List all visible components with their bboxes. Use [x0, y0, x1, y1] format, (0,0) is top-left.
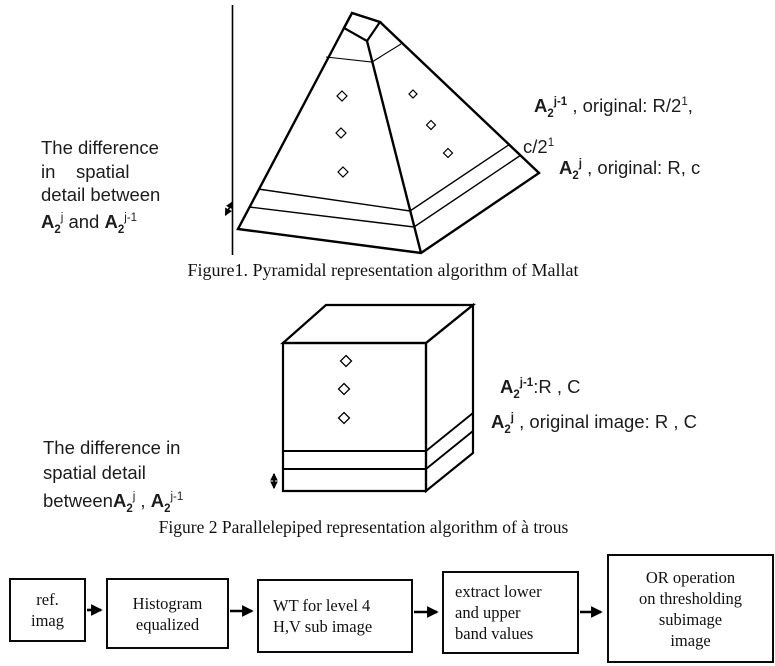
fig1-side-line: detail between: [41, 184, 161, 205]
cube-side-band-lines: [426, 413, 473, 469]
fig2-caption: Figure 2 Parallelepiped representation algorithm of à trous: [158, 517, 569, 537]
box-line: and upper: [455, 603, 521, 622]
fig2-side-line: The difference in: [43, 437, 181, 458]
flowchart-box-wt-level4: [257, 579, 413, 653]
figure2-cube-diagram: [274, 305, 473, 491]
box-line: imag: [31, 611, 64, 630]
cube-top-face: [283, 305, 473, 343]
box-line: on thresholding: [638, 588, 743, 608]
fig1-lower-right-label: $A_2^j$ , original: R, c: [559, 157, 701, 182]
box-line: WT for level 4: [273, 596, 371, 615]
fig1-side-formula: $A_2^j$ and $A_2^{j-1}$: [41, 210, 138, 236]
pyramid-outline: [238, 13, 539, 253]
fig1-caption: Figure1. Pyramidal representation algorithm of Mallat: [187, 260, 579, 280]
fig2-upper-right-label: $A_2^{j-1}:R$ , C: [500, 376, 581, 401]
diamond-marker: [341, 356, 352, 367]
box-line: subimage: [658, 609, 723, 629]
difference-gap-arrow-icon: [226, 202, 233, 215]
fig1-side-line: The difference: [41, 137, 159, 158]
fig2-side-label: [43, 436, 183, 522]
diamond-marker: [339, 413, 350, 424]
flowchart-box-ref-imag: [9, 578, 86, 642]
fig2-side-formula: betweenA$_2^j$ , $A_2^{j-1}$: [43, 490, 184, 515]
box-line: equalized: [135, 614, 200, 634]
fig2-lower-right-label: $A_2^j$ , original image: R , C: [491, 411, 697, 436]
box-line: OR operation: [645, 567, 736, 587]
fig1-upper-right-label: [523, 88, 693, 161]
fig1-upper-right-line1: $A_2^{j-1}$ , original: $R/2^1$,: [534, 95, 693, 120]
fig1-side-line: in spatial: [41, 160, 130, 182]
fig1-side-label: [41, 136, 160, 242]
box-line: Histogram: [132, 593, 203, 613]
box-line: H,V sub image: [273, 617, 373, 636]
box-line: ref.: [36, 590, 59, 609]
box-line: image: [670, 630, 711, 650]
fig2-side-line: spatial detail: [43, 461, 146, 483]
box-line: band values: [455, 624, 534, 643]
flowchart-box-extract-bands: [442, 571, 579, 654]
cube-front-band-lines: [283, 451, 426, 469]
flowchart-box-histogram-equalized: [106, 578, 229, 649]
fig1-upper-right-line2: $c/2^1$: [523, 136, 555, 157]
box-line: extract lower: [455, 582, 542, 601]
diamond-marker: [339, 384, 350, 395]
flowchart-box-or-operation: [607, 554, 774, 663]
figure1-pyramid-diagram: [226, 5, 540, 255]
